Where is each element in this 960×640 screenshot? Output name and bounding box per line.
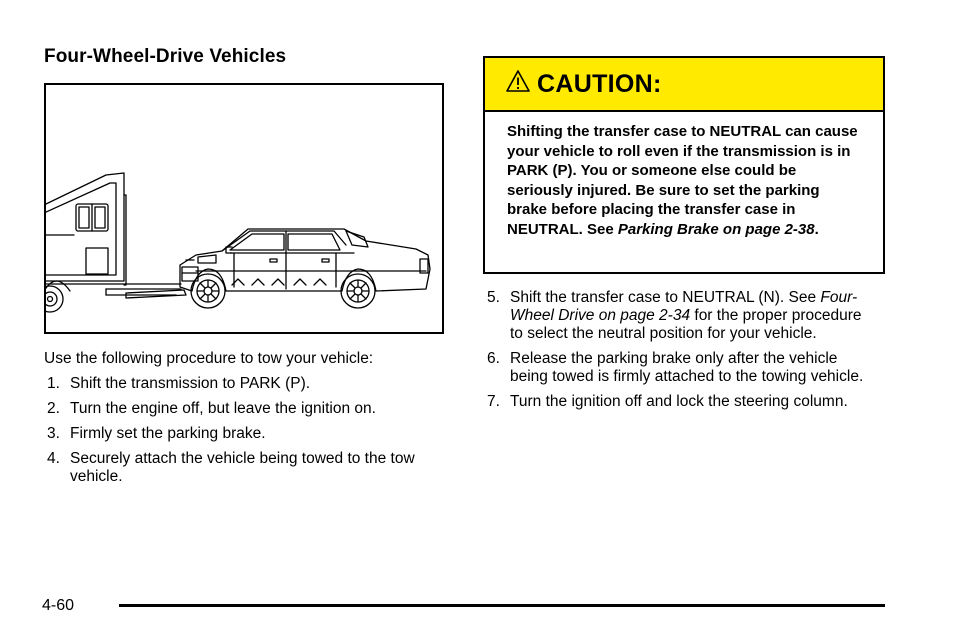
list-item: [47, 450, 447, 486]
step-text: Firmly set the parking brake.: [70, 425, 266, 442]
caution-title: CAUTION:: [537, 69, 662, 98]
caution-text-end: .: [814, 220, 819, 238]
warning-triangle-icon: [505, 69, 531, 93]
step-number: 4.: [47, 450, 60, 467]
list-item: [47, 425, 447, 443]
caution-header: [485, 58, 883, 112]
step-number: 2.: [47, 400, 60, 417]
list-item: [47, 400, 447, 418]
intro-text: Use the following procedure to tow your vehicle:: [44, 350, 374, 367]
list-item: [487, 350, 877, 386]
step-number: 6.: [487, 350, 500, 367]
caution-body: [485, 112, 883, 239]
step-text-end: for the proper procedure to select the neutral position for your vehicle.: [510, 307, 862, 342]
step-text: Shift the transfer case to NEUTRAL (N). See: [510, 289, 821, 306]
step-number: 7.: [487, 393, 500, 410]
caution-box: [483, 56, 885, 274]
list-item: [487, 393, 877, 411]
page-number: 4-60: [42, 597, 75, 614]
step-number: 3.: [47, 425, 60, 442]
towing-illustration: [44, 83, 444, 334]
caution-text: Shifting the transfer case to NEUTRAL can cause your vehicle to roll even if the transmission is in PARK (P). You or someone else could be seriously injured. Be sure to set the parking brake before placing the transfer case in NEUTRAL. See: [507, 123, 858, 238]
list-item: [47, 375, 447, 393]
step-number: 5.: [487, 289, 500, 306]
step-text: Turn the engine off, but leave the ignition on.: [70, 400, 376, 417]
footer-divider: [119, 604, 885, 607]
list-item: [487, 289, 877, 343]
step-text: Release the parking brake only after the vehicle being towed is firmly attached to the towing vehicle.: [510, 350, 864, 385]
rv-towing-pickup-truck-illustration: [46, 85, 442, 332]
caution-reference-link[interactable]: Parking Brake on page 2-38: [617, 220, 815, 238]
step-text: Securely attach the vehicle being towed to the tow vehicle.: [70, 450, 415, 485]
section-heading: Four-Wheel-Drive Vehicles: [44, 46, 287, 67]
step-text: Shift the transmission to PARK (P).: [70, 375, 311, 392]
four-wheel-drive-reference-link[interactable]: Four-Wheel Drive on page 2-34: [510, 289, 858, 324]
towing-steps-left: [47, 375, 447, 493]
towing-steps-right: [487, 289, 877, 418]
step-text: Turn the ignition off and lock the steering column.: [510, 393, 848, 410]
step-number: 1.: [47, 375, 60, 392]
